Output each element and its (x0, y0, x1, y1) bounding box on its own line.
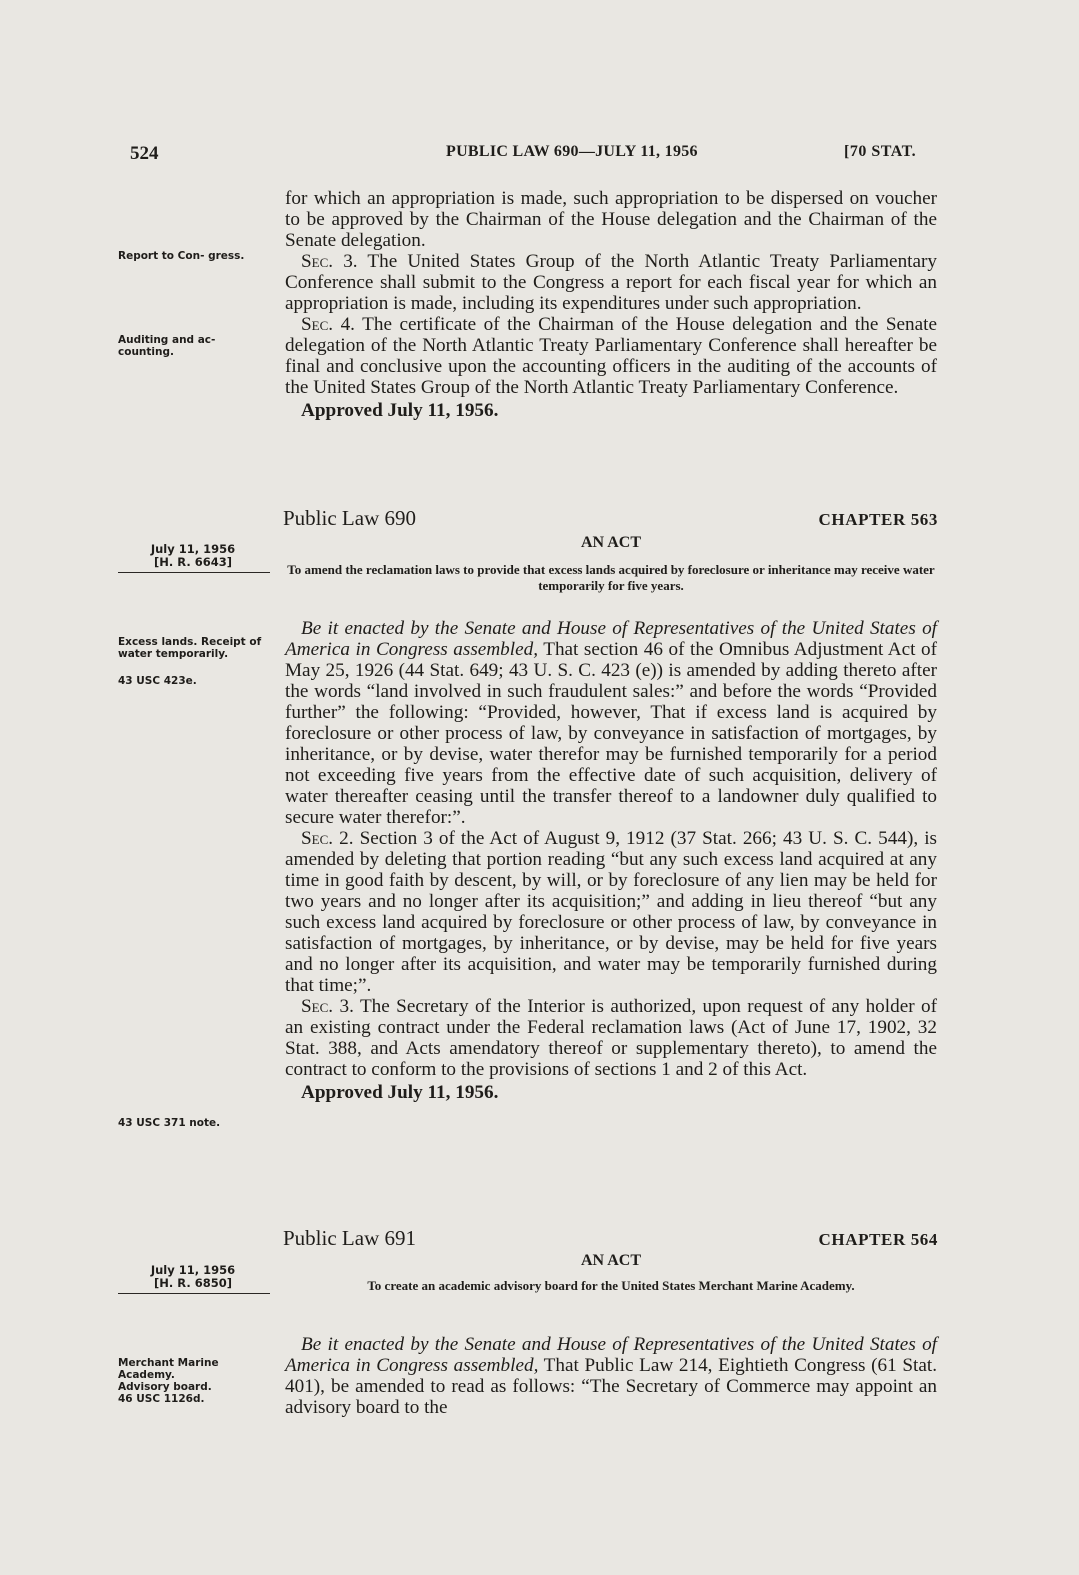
law-690-section-1 (285, 618, 937, 828)
margin-note-report: Report to Con- gress. (118, 250, 245, 262)
law-690-title: To amend the reclamation laws to provide that excess lands acquired by foreclosure or inheritance may receive water temporarily for five years. (287, 562, 935, 593)
page-number: 524 (130, 143, 159, 164)
law-691-name: Public Law 691 (283, 1226, 416, 1250)
law-690-date: July 11, 1956 (150, 542, 236, 556)
law-690-body (285, 618, 937, 1103)
margin-note-excess-cite: 43 USC 423e. (118, 675, 197, 687)
law-691-title: To create an academic advisory board for the United States Merchant Marine Academy. (367, 1278, 855, 1293)
volume-reference: [70 STAT. (844, 143, 917, 160)
law-690-chapter: CHAPTER 563 (818, 510, 938, 529)
section-text: The Secretary of the Interior is authorized, upon request of any holder of an existing contract under the Federal reclamation laws (Act of June 17, 1902, 32 Stat. 388, and Acts amendatory thereof or supplementary thereto), to amend the contract to conform to the provisions of sections 1 and 2 of this Act. (285, 996, 937, 1080)
margin-note-advisory-board: Advisory board. (118, 1381, 212, 1393)
top-section (285, 188, 937, 421)
section-text: Section 3 of the Act of August 9, 1912 (37 Stat. 266; 43 U. S. C. 544), is amended by deleting that portion reading “but any such excess land acquired at any time in good faith by descent, by will, or by foreclosure of any lien may be held for two years and no longer after its acquisition;” and adding in lieu thereof “but any such excess land acquired by foreclosure or other process of law, by conveyance in satisfaction of mortgages, by inheritance, or by devise, may be held for five years and no longer after its acquisition, and water may be temporarily furnished during that time;”. (285, 828, 937, 996)
approval-line: Approved July 11, 1956. (301, 400, 499, 421)
section-4-paragraph (285, 314, 937, 398)
section-text: The United States Group of the North Atlantic Treaty Parliamentary Conference shall submit to the Congress a report for each fiscal year for which an appropriation is made, including its expenditures under such appropriation. (285, 251, 937, 314)
law-690-section-2 (285, 828, 937, 996)
section-label: Sec. 4. (301, 314, 355, 335)
law-690-bill: [H. R. 6643] (154, 555, 232, 569)
section-text: That section 46 of the Omnibus Adjustment Act of May 25, 1926 (44 Stat. 649; 43 U. S. C. 423 (e)) is amended by adding thereto after the words “land involved in such fraudulent sales:” and before the words “Provided further” the following: “Provided, however, That if excess land is acquired by foreclosure or other process of law, by conveyance in satisfaction of mortgages, by inheritance, or by devise, water therefor may be furnished temporarily for a period not exceeding five years from the effective date of such acquisition, delivery of water thereafter ceasing until the transfer thereof to a landowner duly qualified to secure water therefor:”. (285, 639, 938, 828)
margin-note-excess-lands: Excess lands. Receipt of water temporarily. (118, 636, 262, 660)
section-label: Sec. 2. (301, 828, 354, 849)
section-text: That Public Law 214, Eightieth Congress (61 Stat. 401), be amended to read as follows: “The Secretary of Commerce may appoint an advisory board to the (285, 1355, 938, 1418)
law-691-date: July 11, 1956 (150, 1263, 236, 1277)
law-691-rule (118, 1293, 270, 1294)
margin-note-merchant-marine: Merchant Marine Academy. (118, 1357, 219, 1381)
section-text: The certificate of the Chairman of the House delegation and the Senate delegation of the North Atlantic Treaty Parliamentary Conference shall hereafter be final and conclusive upon the accounting officers in the auditing of the accounts of the United States Group of the North Atlantic Treaty Parliamentary Conference. (285, 314, 937, 398)
law-691-body (285, 1334, 937, 1418)
running-head: PUBLIC LAW 690—JULY 11, 1956 (446, 143, 698, 160)
law-690-section-3 (285, 996, 937, 1080)
margin-note-auditing: Auditing and ac- counting. (118, 334, 216, 358)
law-691-bill: [H. R. 6850] (154, 1276, 232, 1290)
law-690-an-act: AN ACT (580, 534, 641, 551)
law-690-name: Public Law 690 (283, 506, 416, 530)
continuation-paragraph: for which an appropriation is made, such appropriation to be dispersed on voucher to be approved by the Chairman of the House delegation and the Chairman of the Senate delegation. (285, 188, 937, 251)
section-label: Sec. 3. (301, 251, 358, 272)
enacting-clause: Be it enacted by the Senate and House of Representatives of the United States of America in Congress assembled, (285, 618, 937, 660)
law-690-rule (118, 572, 270, 573)
law-691-an-act: AN ACT (580, 1252, 641, 1269)
margin-note-371: 43 USC 371 note. (118, 1117, 221, 1129)
approval-line: Approved July 11, 1956. (301, 1082, 499, 1103)
section-label: Sec. 3. (301, 996, 354, 1017)
law-691-chapter: CHAPTER 564 (818, 1230, 938, 1249)
section-3-paragraph (285, 251, 937, 314)
enacting-clause: Be it enacted by the Senate and House of Representatives of the United States of America in Congress assembled, (285, 1334, 937, 1376)
margin-note-advisory-cite: 46 USC 1126d. (118, 1393, 205, 1405)
law-691-section-1 (285, 1334, 937, 1418)
